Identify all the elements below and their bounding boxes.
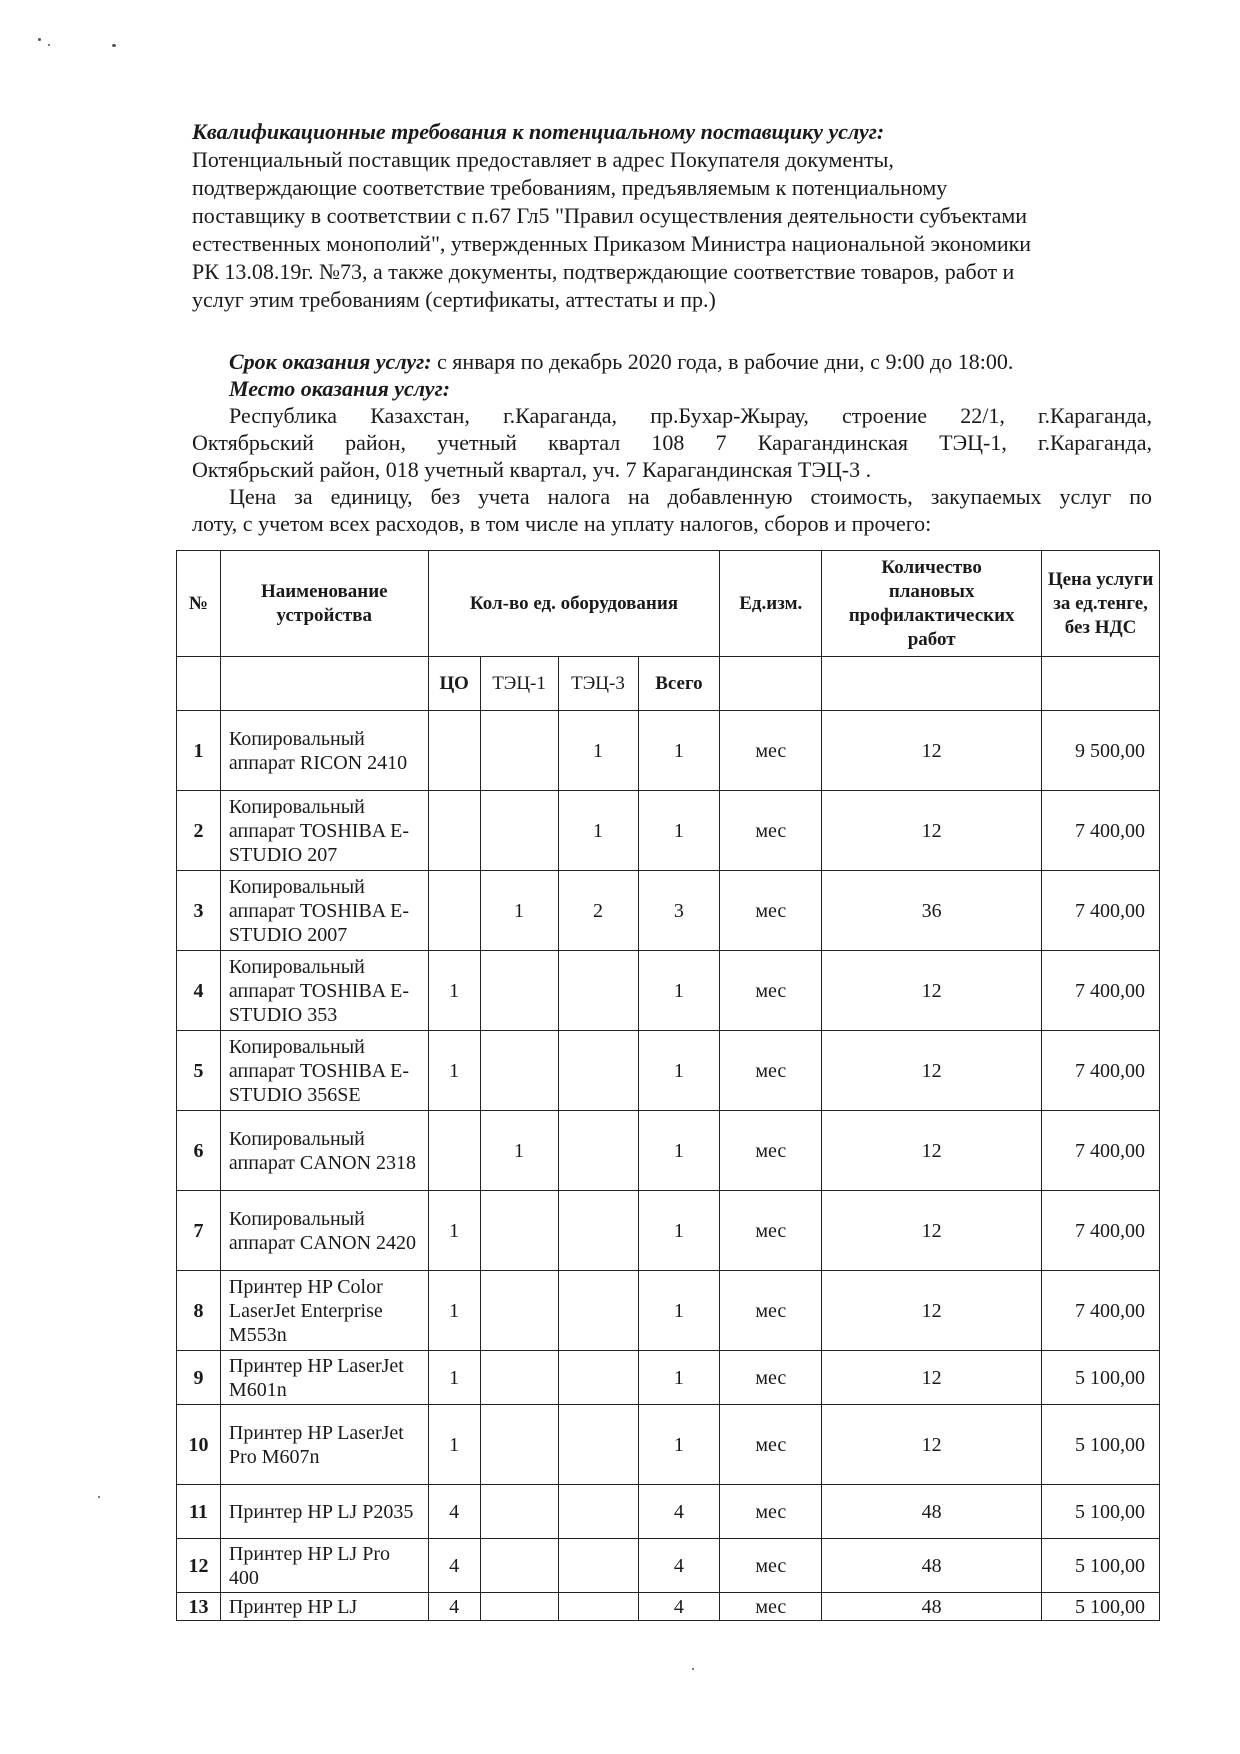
header-quantity-group: Кол-во ед. оборудования (428, 551, 720, 657)
qty-total: 3 (638, 871, 720, 951)
place-line-2: Октябрьский район, учетный квартал 108 7 Карагандинская ТЭЦ-1, г.Караганда, (192, 430, 1152, 455)
table-row (177, 1111, 1160, 1191)
device-name: Принтер HP LJ (220, 1593, 428, 1621)
subheader-empty (220, 657, 428, 711)
qty-total: 1 (638, 1031, 720, 1111)
qty-tec1 (480, 1351, 558, 1405)
device-name: Принтер HP LaserJet Pro M607n (220, 1405, 428, 1485)
planned-works: 12 (822, 1031, 1042, 1111)
qty-tec1: 1 (480, 1111, 558, 1191)
unit-of-measure: мес (720, 1271, 822, 1351)
qty-tec1 (480, 1593, 558, 1621)
qty-tec3 (558, 1593, 638, 1621)
qty-tec3 (558, 1485, 638, 1539)
header-co: ЦО (428, 657, 480, 711)
price-note-1: Цена за единицу, без учета налога на добавленную стоимость, закупаемых услуг по (229, 484, 1152, 509)
row-number: 5 (177, 1031, 221, 1111)
planned-works: 48 (822, 1539, 1042, 1593)
qty-tec3 (558, 951, 638, 1031)
qty-tec3 (558, 1351, 638, 1405)
unit-of-measure: мес (720, 1031, 822, 1111)
device-name: Принтер HP LJ P2035 (220, 1485, 428, 1539)
unit-of-measure: мес (720, 871, 822, 951)
qty-co: 4 (428, 1539, 480, 1593)
qty-total: 1 (638, 1191, 720, 1271)
scan-speck (98, 1496, 100, 1498)
header-tec3: ТЭЦ-3 (558, 657, 638, 711)
qty-co (428, 791, 480, 871)
qty-tec1 (480, 711, 558, 791)
header-unit: Ед.изм. (720, 551, 822, 657)
device-name: Копировальный аппарат TOSHIBA E-STUDIO 207 (220, 791, 428, 871)
subheader-empty (720, 657, 822, 711)
qty-co (428, 871, 480, 951)
qualification-line: услуг этим требованиям (сертификаты, аттестаты и пр.) (192, 287, 716, 312)
header-device-name: Наименование устройства (220, 551, 428, 657)
header-planned-works: Количество плановых профилактических работ (822, 551, 1042, 657)
qty-co: 1 (428, 1031, 480, 1111)
header-unit-price: Цена услуги за ед.тенге, без НДС (1042, 551, 1160, 657)
row-number: 2 (177, 791, 221, 871)
planned-works: 12 (822, 1405, 1042, 1485)
subheader-empty (1042, 657, 1160, 711)
scan-speck (112, 44, 116, 47)
qty-tec3 (558, 1405, 638, 1485)
qty-total: 1 (638, 1111, 720, 1191)
qty-co: 4 (428, 1485, 480, 1539)
unit-price: 5 100,00 (1042, 1351, 1160, 1405)
planned-works: 12 (822, 951, 1042, 1031)
qty-tec1 (480, 1191, 558, 1271)
device-name: Копировальный аппарат CANON 2318 (220, 1111, 428, 1191)
table-header-row (177, 551, 1160, 657)
qualification-section (192, 118, 1152, 314)
unit-of-measure: мес (720, 1593, 822, 1621)
header-tec1: ТЭЦ-1 (480, 657, 558, 711)
service-place-line: Октябрьский район, 018 учетный квартал, уч. 7 Карагандинская ТЭЦ-3 . (192, 457, 872, 482)
row-number: 7 (177, 1191, 221, 1271)
device-name: Копировальный аппарат CANON 2420 (220, 1191, 428, 1271)
qty-tec3 (558, 1539, 638, 1593)
table-row (177, 951, 1160, 1031)
table-row (177, 1351, 1160, 1405)
qualification-line: подтверждающие соответствие требованиям, предъявляемым к потенциальному (192, 175, 948, 200)
unit-of-measure: мес (720, 791, 822, 871)
unit-of-measure: мес (720, 1351, 822, 1405)
planned-works: 12 (822, 711, 1042, 791)
row-number: 6 (177, 1111, 221, 1191)
qty-total: 1 (638, 1405, 720, 1485)
unit-of-measure: мес (720, 951, 822, 1031)
table-row (177, 1405, 1160, 1485)
qty-tec3 (558, 1271, 638, 1351)
unit-price: 7 400,00 (1042, 1031, 1160, 1111)
table-row (177, 711, 1160, 791)
qty-co: 1 (428, 951, 480, 1031)
row-number: 10 (177, 1405, 221, 1485)
qty-tec3: 1 (558, 791, 638, 871)
header-total: Всего (638, 657, 720, 711)
row-number: 1 (177, 711, 221, 791)
qty-tec3: 2 (558, 871, 638, 951)
planned-works: 12 (822, 1351, 1042, 1405)
price-note-line: лоту, с учетом всех расходов, в том числе на уплату налогов, сборов и прочего: (192, 511, 932, 536)
qty-tec1 (480, 1405, 558, 1485)
device-name: Копировальный аппарат RICON 2410 (220, 711, 428, 791)
qty-tec1 (480, 1485, 558, 1539)
qty-tec3: 1 (558, 711, 638, 791)
row-number: 8 (177, 1271, 221, 1351)
place-line-1: Республика Казахстан, г.Караганда, пр.Бухар-Жырау, строение 22/1, г.Караганда, (229, 403, 1152, 428)
planned-works: 48 (822, 1593, 1042, 1621)
qty-tec1 (480, 1271, 558, 1351)
qty-tec1: 1 (480, 871, 558, 951)
table-row (177, 1271, 1160, 1351)
row-number: 11 (177, 1485, 221, 1539)
qty-total: 4 (638, 1593, 720, 1621)
table-row (177, 1539, 1160, 1593)
unit-price: 5 100,00 (1042, 1485, 1160, 1539)
qty-tec1 (480, 791, 558, 871)
row-number: 13 (177, 1593, 221, 1621)
qty-co: 1 (428, 1191, 480, 1271)
table-body (177, 711, 1160, 1621)
device-name: Копировальный аппарат TOSHIBA E-STUDIO 353 (220, 951, 428, 1031)
qty-co: 1 (428, 1271, 480, 1351)
unit-of-measure: мес (720, 711, 822, 791)
header-num: № (177, 551, 221, 657)
scan-speck (38, 38, 41, 41)
qty-total: 1 (638, 1271, 720, 1351)
qty-co: 4 (428, 1593, 480, 1621)
qty-total: 1 (638, 1351, 720, 1405)
table-row (177, 871, 1160, 951)
device-name: Копировальный аппарат TOSHIBA E-STUDIO 2007 (220, 871, 428, 951)
subheader-empty (822, 657, 1042, 711)
qualification-line: РК 13.08.19г. №73, а также документы, подтверждающие соответствие товаров, работ и (192, 259, 1015, 284)
qty-tec1 (480, 951, 558, 1031)
device-name: Принтер HP LJ Pro 400 (220, 1539, 428, 1593)
unit-of-measure: мес (720, 1405, 822, 1485)
subheader-empty (177, 657, 221, 711)
unit-price: 5 100,00 (1042, 1405, 1160, 1485)
row-number: 4 (177, 951, 221, 1031)
service-place-line (192, 402, 1152, 429)
qty-total: 1 (638, 951, 720, 1031)
service-term-label: Срок оказания услуг: (229, 349, 432, 374)
qty-tec1 (480, 1539, 558, 1593)
qty-tec1 (480, 1031, 558, 1111)
unit-of-measure: мес (720, 1485, 822, 1539)
unit-price: 7 400,00 (1042, 1271, 1160, 1351)
qualification-line: естественных монополий", утвержденных Приказом Министра национальной экономики (192, 231, 1032, 256)
qualification-line: Потенциальный поставщик предоставляет в адрес Покупателя документы, (192, 147, 894, 172)
qty-total: 1 (638, 711, 720, 791)
qty-tec3 (558, 1111, 638, 1191)
table-row (177, 1485, 1160, 1539)
table-row (177, 791, 1160, 871)
device-name: Принтер HP Color LaserJet Enterprise M553n (220, 1271, 428, 1351)
device-name: Принтер HP LaserJet M601n (220, 1351, 428, 1405)
qty-total: 4 (638, 1485, 720, 1539)
unit-of-measure: мес (720, 1539, 822, 1593)
services-table (176, 550, 1160, 1621)
service-place-label: Место оказания услуг: (229, 376, 451, 401)
unit-price: 7 400,00 (1042, 951, 1160, 1031)
unit-price: 9 500,00 (1042, 711, 1160, 791)
scan-speck (692, 1668, 694, 1670)
scan-speck (48, 44, 50, 46)
qty-total: 1 (638, 791, 720, 871)
qty-co (428, 1111, 480, 1191)
price-note-line (192, 483, 1152, 510)
unit-price: 7 400,00 (1042, 871, 1160, 951)
planned-works: 12 (822, 1191, 1042, 1271)
planned-works: 48 (822, 1485, 1042, 1539)
unit-price: 7 400,00 (1042, 1191, 1160, 1271)
qty-co (428, 711, 480, 791)
service-place-line (192, 429, 1152, 456)
table-subheader-row (177, 657, 1160, 711)
planned-works: 36 (822, 871, 1042, 951)
service-term-value: с января по декабрь 2020 года, в рабочие дни, с 9:00 до 18:00. (431, 349, 1014, 374)
unit-of-measure: мес (720, 1191, 822, 1271)
terms-section (192, 348, 1152, 537)
planned-works: 12 (822, 791, 1042, 871)
planned-works: 12 (822, 1111, 1042, 1191)
unit-of-measure: мес (720, 1111, 822, 1191)
qualification-heading: Квалификационные требования к потенциальному поставщику услуг: (192, 119, 885, 144)
unit-price: 5 100,00 (1042, 1539, 1160, 1593)
qty-total: 4 (638, 1539, 720, 1593)
table-row (177, 1191, 1160, 1271)
row-number: 9 (177, 1351, 221, 1405)
table-row (177, 1031, 1160, 1111)
row-number: 3 (177, 871, 221, 951)
qualification-line: поставщику в соответствии с п.67 Гл5 "Правил осуществления деятельности субъектами (192, 203, 1028, 228)
unit-price: 7 400,00 (1042, 1111, 1160, 1191)
qty-co: 1 (428, 1351, 480, 1405)
qty-tec3 (558, 1031, 638, 1111)
planned-works: 12 (822, 1271, 1042, 1351)
device-name: Копировальный аппарат TOSHIBA E-STUDIO 356SE (220, 1031, 428, 1111)
row-number: 12 (177, 1539, 221, 1593)
unit-price: 5 100,00 (1042, 1593, 1160, 1621)
qty-tec3 (558, 1191, 638, 1271)
qty-co: 1 (428, 1405, 480, 1485)
service-term (192, 348, 1152, 375)
unit-price: 7 400,00 (1042, 791, 1160, 871)
table-row (177, 1593, 1160, 1621)
